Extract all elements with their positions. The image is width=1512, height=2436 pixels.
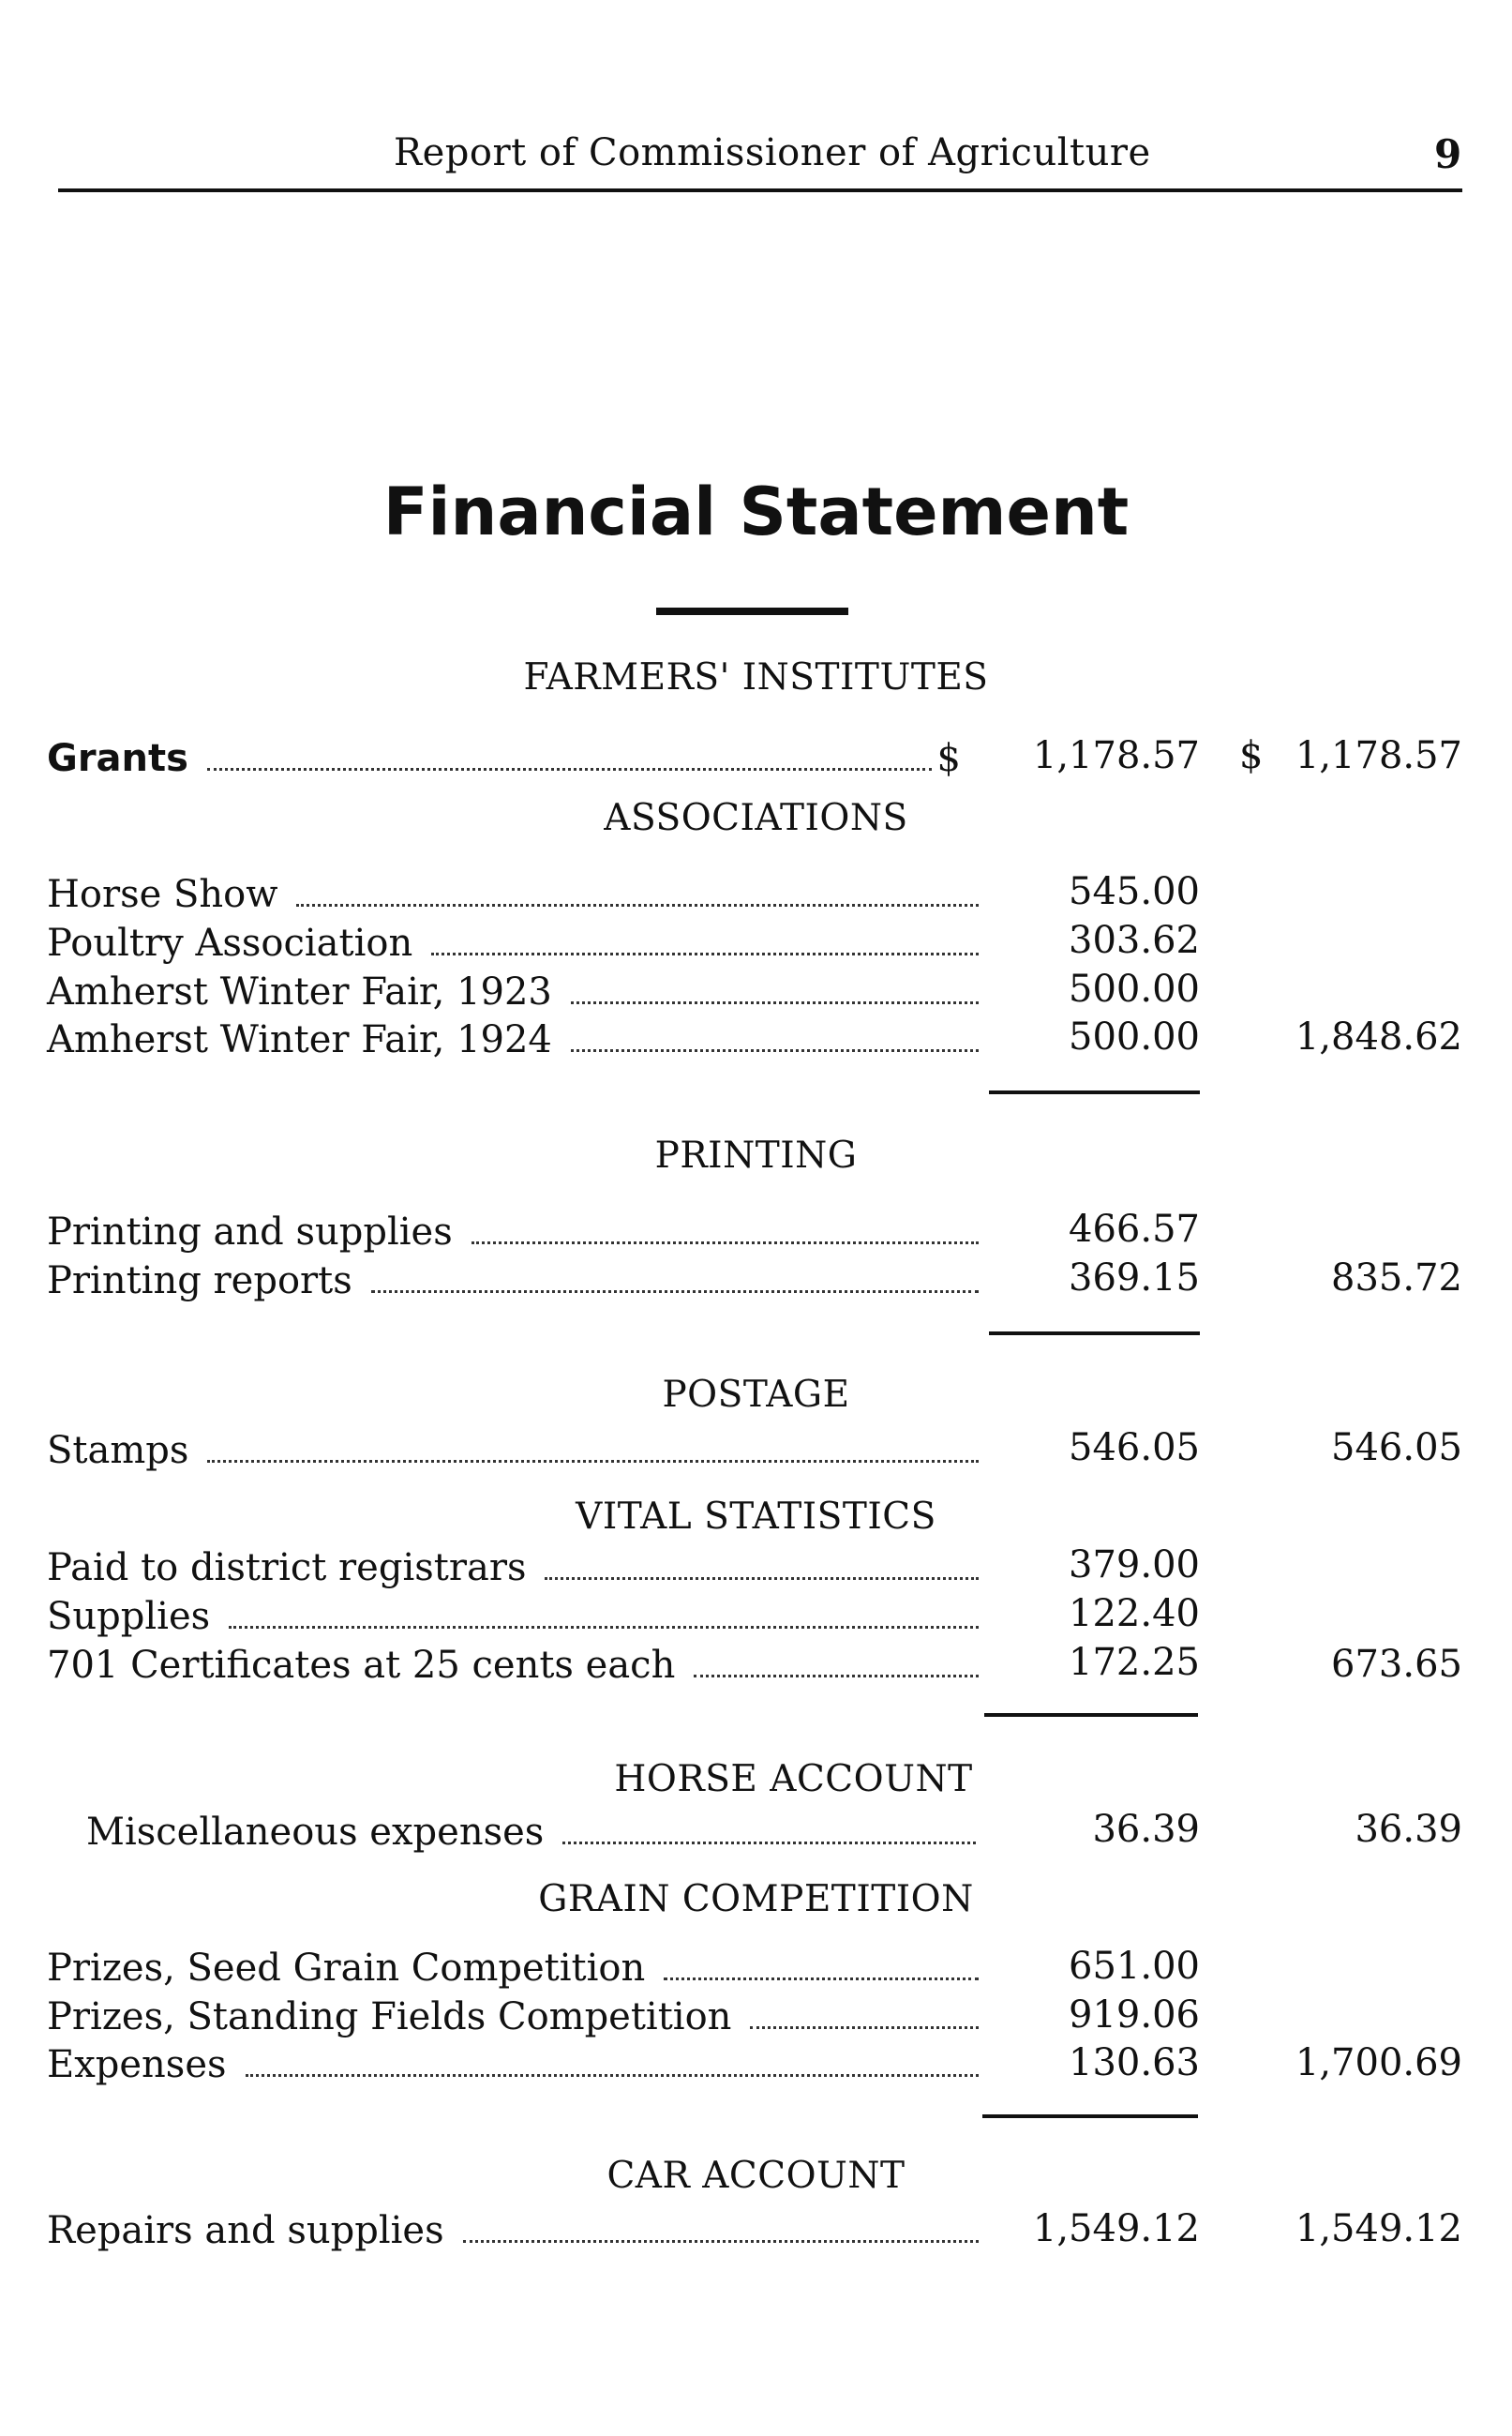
- line-item-label: Prizes, Standing Fields Competition: [47, 1995, 732, 2038]
- section-heading-associations: ASSOCIATIONS: [604, 797, 908, 839]
- section-heading-horse-account: HORSE ACCOUNT: [614, 1758, 973, 1800]
- leader-dots: [431, 953, 979, 955]
- section-total: 1,549.12: [1295, 2207, 1462, 2250]
- dollar-sign: $: [936, 737, 961, 780]
- leader-dots: [246, 2074, 979, 2077]
- line-item-amount: 122.40: [1069, 1592, 1200, 1635]
- line-item-amount: 545.00: [1069, 870, 1200, 913]
- line-item: [47, 1589, 984, 1638]
- line-item-label: 701 Certificates at 25 cents each: [47, 1644, 676, 1687]
- subtotal-rule: [982, 2114, 1198, 2118]
- section-total: 835.72: [1331, 1256, 1462, 1300]
- line-item: [47, 965, 984, 1014]
- leader-dots: [562, 1842, 976, 1844]
- leader-dots: [571, 1001, 979, 1004]
- line-item-label: Miscellaneous expenses: [86, 1811, 545, 1854]
- section-total: 546.05: [1331, 1426, 1462, 1469]
- line-item: [47, 2203, 984, 2252]
- leader-dots: [694, 1675, 979, 1677]
- leader-dots: [545, 1577, 979, 1580]
- line-item: [86, 1805, 981, 1854]
- section-heading-car-account: CAR ACCOUNT: [606, 2155, 906, 2197]
- line-item-amount: 1,178.57: [1032, 734, 1200, 777]
- line-item-label: Prizes, Seed Grain Competition: [47, 1947, 646, 1990]
- subtotal-rule: [989, 1090, 1200, 1094]
- line-item-label: Amherst Winter Fair, 1923: [47, 970, 552, 1014]
- line-item-amount: 130.63: [1069, 2041, 1200, 2084]
- line-item: [47, 867, 984, 916]
- leader-dots: [371, 1290, 979, 1293]
- leader-dots: [463, 2240, 979, 2243]
- page-number: 9: [1434, 131, 1462, 177]
- subtotal-rule: [989, 1331, 1200, 1335]
- line-item-amount: 546.05: [1069, 1426, 1200, 1469]
- line-item-amount: 303.62: [1069, 919, 1200, 962]
- leader-dots: [207, 768, 932, 771]
- line-item-label: Printing and supplies: [47, 1210, 453, 1254]
- line-item: [47, 1205, 984, 1254]
- section-total: 36.39: [1355, 1808, 1462, 1851]
- page-title: Financial Statement: [382, 474, 1130, 550]
- line-item-label: Paid to district registrars: [47, 1546, 527, 1589]
- leader-dots: [296, 904, 979, 907]
- line-item-amount: 466.57: [1069, 1208, 1200, 1251]
- line-item: [47, 1254, 984, 1302]
- line-item: [47, 1638, 984, 1687]
- section-total: 673.65: [1331, 1643, 1462, 1686]
- section-heading-farmers-institutes: FARMERS' INSTITUTES: [523, 656, 989, 699]
- line-item-label: Repairs and supplies: [47, 2209, 444, 2252]
- line-item-label: Expenses: [47, 2043, 227, 2086]
- line-item-amount: 369.15: [1069, 1256, 1200, 1300]
- leader-dots: [750, 2026, 979, 2029]
- line-item: [47, 1013, 984, 1061]
- line-item-label: Poultry Association: [47, 922, 413, 965]
- line-item-amount: 919.06: [1069, 1993, 1200, 2037]
- line-item-label: Amherst Winter Fair, 1924: [47, 1018, 552, 1061]
- title-rule: [656, 608, 848, 615]
- leader-dots: [229, 1626, 979, 1629]
- line-item: [47, 916, 984, 965]
- line-item-label: Grants: [47, 737, 188, 780]
- leader-dots: [664, 1977, 979, 1980]
- line-item-amount: 379.00: [1069, 1543, 1200, 1586]
- line-item-label: Stamps: [47, 1429, 189, 1472]
- line-item: [47, 2038, 984, 2086]
- section-total: 1,700.69: [1295, 2041, 1462, 2084]
- line-item-amount: 172.25: [1069, 1641, 1200, 1684]
- line-item-amount: 500.00: [1069, 1015, 1200, 1059]
- line-item: [47, 1423, 984, 1472]
- line-item-amount: 36.39: [1092, 1808, 1200, 1851]
- running-header-title: Report of Commissioner of Agriculture: [394, 131, 1151, 174]
- line-item-label: Supplies: [47, 1595, 211, 1638]
- section-heading-postage: POSTAGE: [662, 1374, 850, 1416]
- line-item-amount: 651.00: [1069, 1945, 1200, 1988]
- section-total: 1,178.57: [1295, 734, 1462, 777]
- section-total: 1,848.62: [1295, 1015, 1462, 1059]
- line-item-amount: 500.00: [1069, 968, 1200, 1011]
- line-item: [47, 1941, 984, 1990]
- leader-dots: [207, 1460, 979, 1463]
- line-item: [47, 1541, 984, 1589]
- line-item-amount: 1,549.12: [1032, 2207, 1200, 2250]
- section-heading-vital-statistics: VITAL STATISTICS: [576, 1496, 936, 1538]
- dollar-sign: $: [1239, 734, 1264, 777]
- section-heading-grain-competition: GRAIN COMPETITION: [538, 1878, 974, 1920]
- leader-dots: [472, 1241, 979, 1244]
- line-item: [47, 731, 961, 780]
- line-item-label: Printing reports: [47, 1259, 352, 1302]
- line-item-label: Horse Show: [47, 873, 278, 916]
- line-item: [47, 1990, 984, 2038]
- subtotal-rule: [984, 1713, 1198, 1717]
- leader-dots: [571, 1049, 979, 1052]
- header-rule: [58, 188, 1462, 192]
- section-heading-printing: PRINTING: [654, 1135, 858, 1177]
